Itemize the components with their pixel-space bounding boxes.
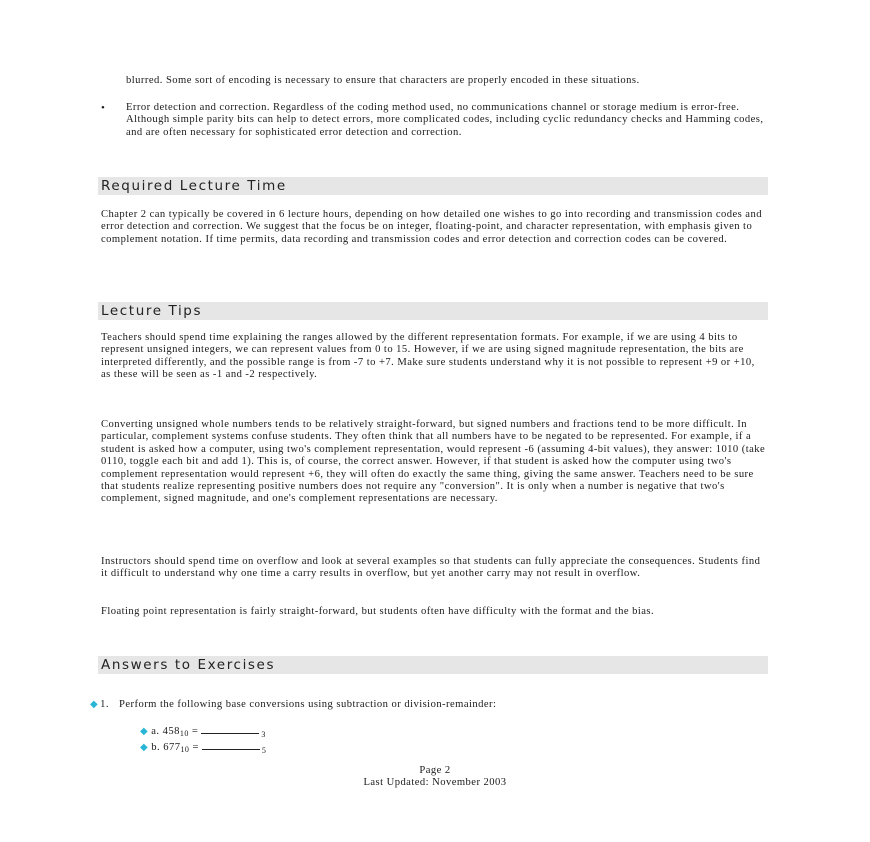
lecture-tips-paragraph-1: Teachers should spend time explaining the ranges allowed by the different representation formats. For example, if we are using 4 bits to represent unsigned integers, we can represent values from 0 to 15. However, if we are using signed magnitude representation, the bits are interpreted differently, and the possible range is from -7 to +7. Make sure students understand why it is not possible to represent +9 or +10, as these will be seen as -1 and -2 respectively. [101, 332, 755, 381]
section-heading-answers-to-exercises: Answers to Exercises [98, 656, 768, 674]
part-to-base: 5 [261, 746, 267, 755]
equals-sign: = [192, 742, 199, 753]
bullet-text: Error detection and correction. Regardless of the coding method used, no communications channel or storage medium is error-free. Although simple parity bits can help to detect errors, more complicated codes, including cyclic redundancy checks and Hamming codes, and are often necessary for sophisticated error detection and correction. [126, 102, 764, 138]
part-label: b. [151, 742, 161, 753]
answer-blank [201, 724, 259, 734]
exercise-1a [140, 724, 266, 741]
equals-sign: = [191, 726, 199, 737]
diamond-icon: ◆ [140, 726, 149, 737]
section-heading-lecture-tips: Lecture Tips [98, 302, 768, 320]
required-lecture-time-paragraph: Chapter 2 can typically be covered in 6 lecture hours, depending on how detailed one wishes to go into recording and transmission codes and error detection and correction. We suggest that the focus be on integer, floating-point, and character representation, with emphasis given to complement notation. If time permits, data recording and transmission codes and error detection and correction codes can be covered. [101, 209, 762, 245]
part-to-base: 3 [261, 730, 266, 739]
part-value: 458 [162, 726, 180, 737]
footer-last-updated: Last Updated: November 2003 [363, 777, 507, 788]
exercise-number: 1. [100, 699, 109, 710]
diamond-icon: ◆ [90, 699, 99, 710]
bullet-icon: • [101, 102, 105, 114]
part-value: 677 [163, 742, 181, 753]
exercise-1b [140, 740, 266, 757]
continuation-paragraph: blurred. Some sort of encoding is necessary to ensure that characters are properly encoded in these situations. [126, 75, 640, 86]
exercise-1 [90, 698, 770, 712]
section-heading-required-lecture-time: Required Lecture Time [98, 177, 768, 195]
diamond-icon: ◆ [140, 742, 149, 753]
part-label: a. [151, 726, 160, 737]
answer-blank [202, 740, 260, 750]
lecture-tips-paragraph-4: Floating point representation is fairly straight-forward, but students often have difficulty with the format and the bias. [101, 606, 655, 617]
part-from-base: 10 [180, 745, 190, 754]
exercise-question: Perform the following base conversions using subtraction or division-remainder: [119, 699, 497, 710]
part-from-base: 10 [179, 729, 189, 738]
lecture-tips-paragraph-3: Instructors should spend time on overflow and look at several examples so that students can fully appreciate the consequences. Students find it difficult to understand why one time a carry results in overflow, but yet another carry may not result in overflow. [101, 556, 761, 580]
footer-page-number: Page 2 [419, 765, 451, 776]
lecture-tips-paragraph-2: Converting unsigned whole numbers tends to be relatively straight-forward, but signed numbers and fractions tend to be more difficult. In particular, complement systems confuse students. They often think that all numbers have to be negated to be represented. For example, if a student is asked how a computer, using two's complement representation, would represent -6 (assuming 4-bit values), they answer: 1010 (take 0110, toggle each bit and add 1). This is, of course, the correct answer. However, if that student is asked how the computer using two's complement representation would represent +6, they will often do exactly the same thing, giving the same answer. Teachers need to be sure that students realize representing positive numbers does not require any "conversion". It is only when a number is negative that two's complement, signed magnitude, and one's complement representations are necessary. [101, 419, 766, 505]
